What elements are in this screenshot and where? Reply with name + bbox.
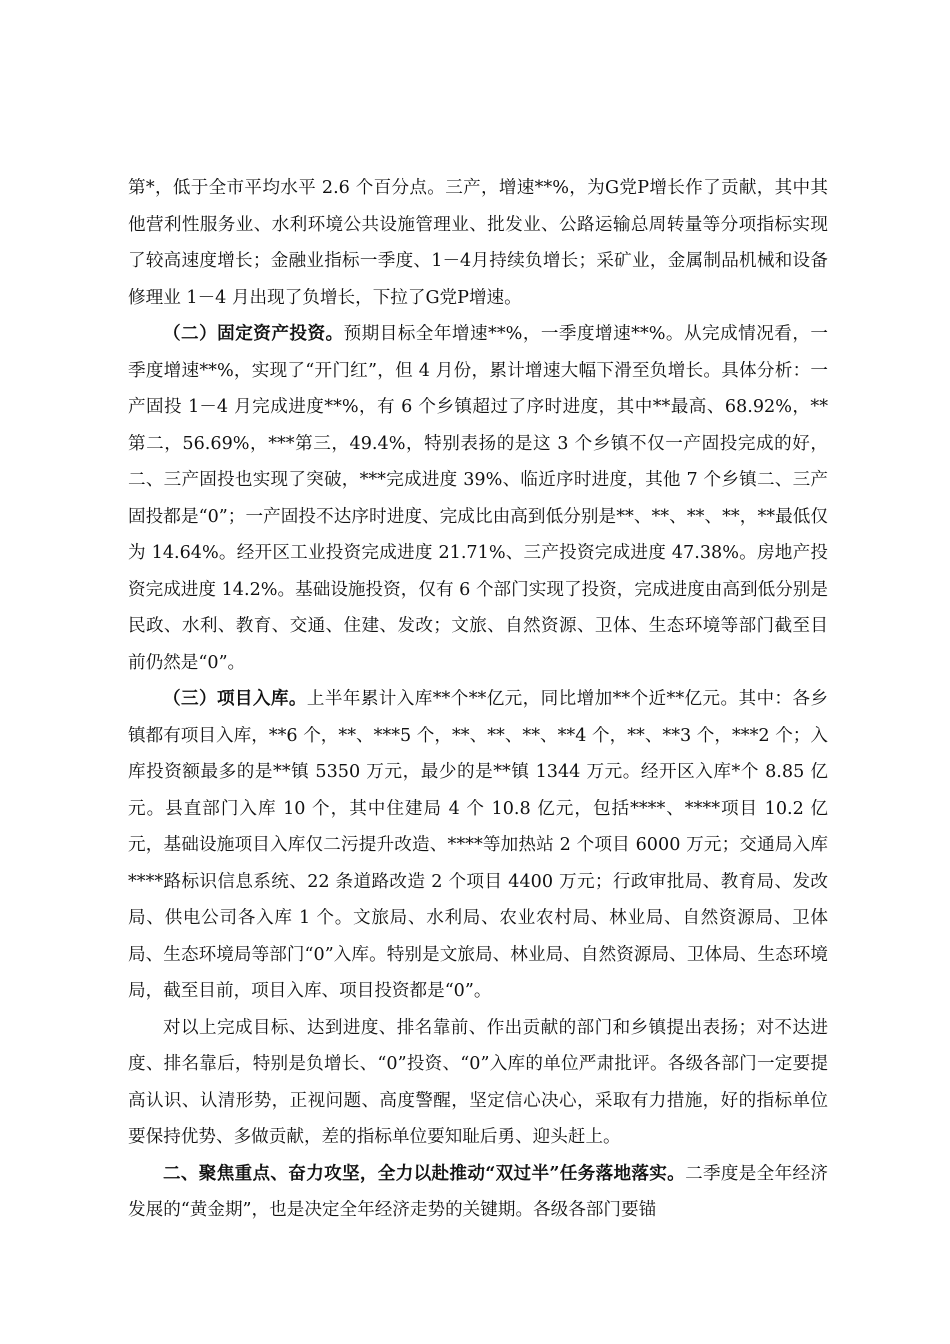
paragraph-text: 对以上完成目标、达到进度、排名靠前、作出贡献的部门和乡镇提出表扬；对不达进度、排名靠后，特别是负增长、“0”投资、“0”入库的单位严肃批评。各级各部门一定要提高认识、认清形势，正视问题、高度警醒，坚定信心决心，采取有力措施，好的指标单位要保持优势、多做贡献，差的指标单位要知耻后勇、迎头赶上。 bbox=[128, 1017, 828, 1147]
paragraph-praise-criticism bbox=[128, 1010, 828, 1156]
paragraph-fixed-asset-investment bbox=[128, 316, 828, 681]
paragraph-text: 上半年累计入库**个**亿元，同比增加**个近**亿元。其中：各乡镇都有项目入库，**6 个，**、***5 个，**、**、**、**4 个，**、**3 个，***2 个；入库投资额最多的是**镇 5350 万元，最少的是**镇 1344 万元。经开区入库*个 8.85 亿元。县直部门入库 10 个，其中住建局 4 个 10.8 亿元，包括****、****项目 10.2 亿元，基础设施项目入库仅二污提升改造、****等加热站 2 个项目 6000 万元；交通局入库****路标识信息系统、22 条道路改造 2 个项目 4400 万元；行政审批局、教育局、发改局、供电公司各入库 1 个。文旅局、水利局、农业农村局、林业局、自然资源局、卫体局、生态环境局等部门“0”入库。特别是文旅局、林业局、自然资源局、卫体局、生态环境局，截至目前，项目入库、项目投资都是“0”。 bbox=[128, 689, 828, 1001]
paragraph-text: 预期目标全年增速**%，一季度增速**%。从完成情况看，一季度增速**%，实现了“开门红”，但 4 月份，累计增速大幅下滑至负增长。具体分析：一产固投 1－4 月完成进度**%，有 6 个乡镇超过了序时进度，其中**最高、68.92%，**第二，56.69%，***第三，49.4%，特别表扬的是这 3 个乡镇不仅一产固投完成的好，二、三产固投也实现了突破，***完成进度 39%、临近序时进度，其他 7 个乡镇二、三产固投都是“0”；一产固投不达序时进度、完成比由高到低分别是**、**、**、**，**最低仅为 14.64%。经开区工业投资完成进度 21.71%、三产投资完成进度 47.38%。房地产投资完成进度 14.2%。基础设施投资，仅有 6 个部门实现了投资，完成进度由高到低分别是民政、水利、教育、交通、住建、发改；文旅、自然资源、卫体、生态环境等部门截至目前仍然是“0”。 bbox=[128, 324, 828, 673]
paragraph-project-warehousing bbox=[128, 681, 828, 1010]
section-heading-fixed-asset-investment: （二）固定资产投资。 bbox=[163, 323, 344, 344]
paragraph-section-two bbox=[128, 1156, 828, 1229]
section-heading-project-warehousing: （三）项目入库。 bbox=[163, 688, 307, 709]
section-heading-focus-key-points: 二、聚焦重点、奋力攻坚，全力以赴推动“双过半”任务落地落实。 bbox=[163, 1162, 686, 1184]
paragraph-text: 第*，低于全市平均水平 2.6 个百分点。三产，增速**%，为G党P增长作了贡献，其中其他营利性服务业、水利环境公共设施管理业、批发业、公路运输总周转量等分项指标实现了较高速度增长；金融业指标一季度、1－4月持续负增长；采矿业，金属制品机械和设备修理业 1－4 月出现了负增长，下拉了G党P增速。 bbox=[128, 178, 828, 308]
paragraph-economy-summary bbox=[128, 170, 828, 316]
document-body bbox=[128, 170, 828, 1229]
paragraph-text: 二季度是全年经济发展的“黄金期”，也是决定全年经济走势的关键期。各级各部门要锚 bbox=[128, 1163, 828, 1220]
